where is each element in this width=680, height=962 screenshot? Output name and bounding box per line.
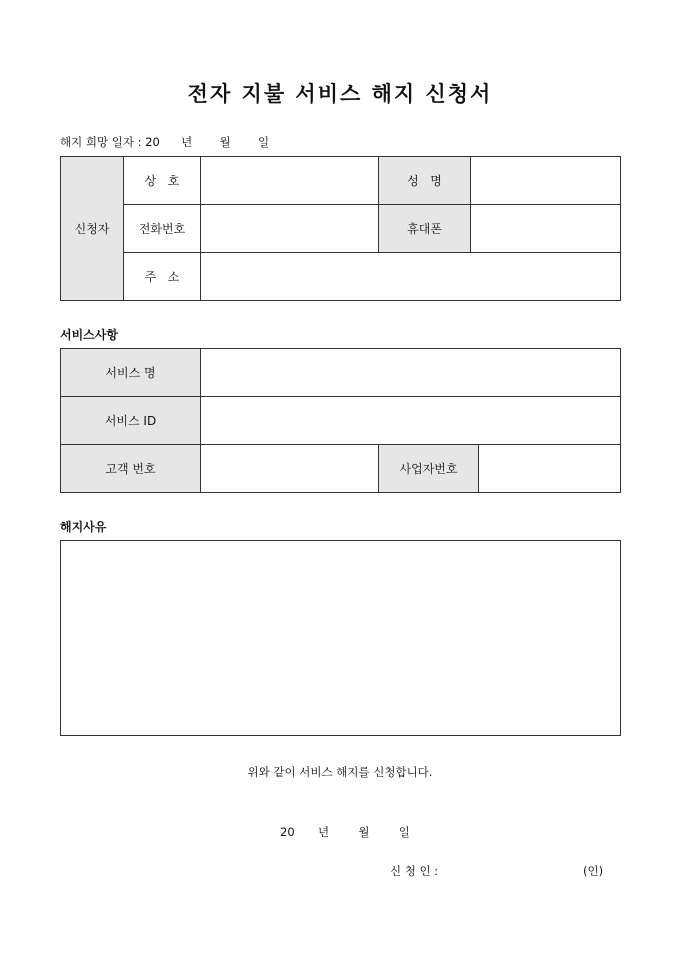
signature-date-month: 월 [358,825,370,839]
statement: 위와 같이 서비스 해지를 신청합니다. [247,765,433,779]
address-field[interactable] [201,253,621,301]
company-label: 상 호 [124,157,201,205]
signer-label: 신 청 인 : [390,864,439,878]
customer-no-field[interactable] [201,445,379,493]
reason-field[interactable] [60,540,621,736]
phone-field[interactable] [201,205,379,253]
signature-date-prefix: 20 [280,825,295,839]
business-no-label: 사업자번호 [379,445,479,493]
business-no-field[interactable] [479,445,621,493]
reason-section-title: 해지사유 [60,520,107,534]
signature-date [280,824,410,840]
signature-date-day: 일 [398,825,410,839]
service-name-label: 서비스 명 [61,349,201,397]
request-date-line [60,134,269,150]
customer-no-label: 고객 번호 [61,445,201,493]
applicant-group-label: 신청자 [61,157,124,301]
service-id-field[interactable] [201,397,621,445]
service-table [60,348,621,493]
name-label: 성 명 [379,157,471,205]
name-field[interactable] [471,157,621,205]
signer-seal: (인) [583,864,604,878]
service-name-field[interactable] [201,349,621,397]
page-title: 전자 지불 서비스 해지 신청서 [187,81,493,106]
mobile-field[interactable] [471,205,621,253]
phone-label: 전화번호 [124,205,201,253]
service-id-label: 서비스 ID [61,397,201,445]
request-date-label: 해지 희망 일자 : 20 [60,135,160,149]
mobile-label: 휴대폰 [379,205,471,253]
signature-date-year: 년 [317,825,330,839]
request-date-month: 월 [219,135,231,149]
company-field[interactable] [201,157,379,205]
address-label: 주 소 [124,253,201,301]
request-date-day: 일 [257,135,270,149]
service-section-title: 서비스사항 [60,328,118,342]
request-date-year: 년 [181,135,193,149]
applicant-table [60,156,621,301]
